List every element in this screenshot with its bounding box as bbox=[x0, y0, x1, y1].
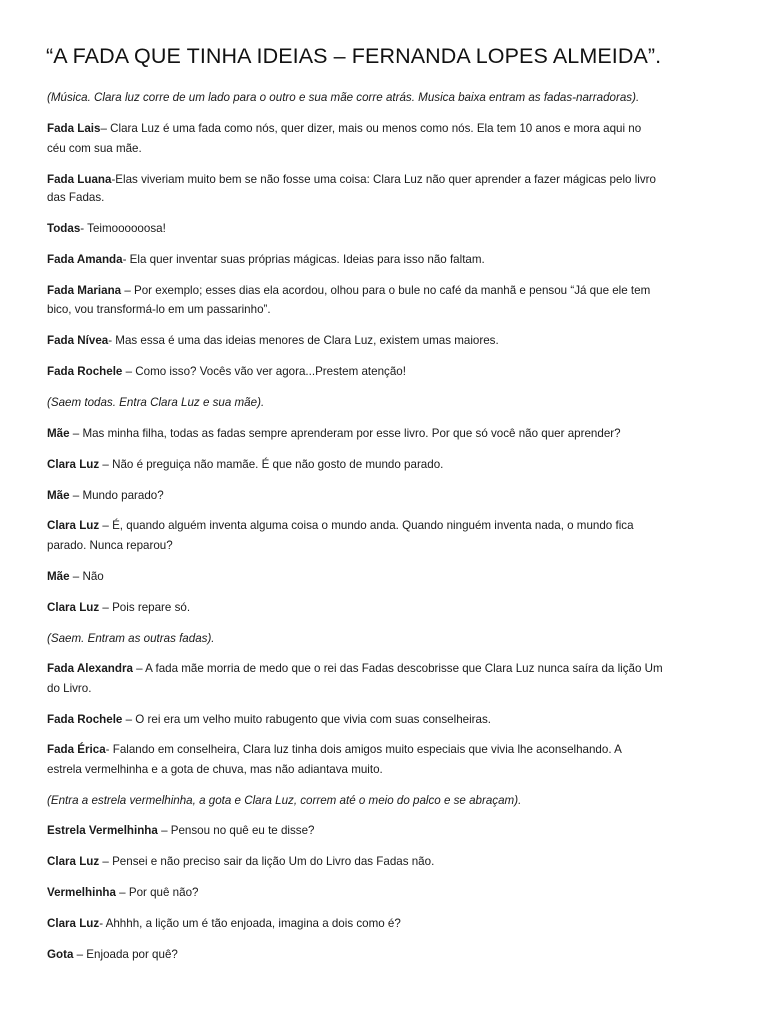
speaker-name: Fada Érica bbox=[47, 743, 106, 756]
line-text: estrela vermelhinha e a gota de chuva, mas não adiantava muito. bbox=[47, 763, 383, 776]
speaker-name: Fada Luana bbox=[47, 173, 112, 186]
line-text: – Pensou no quê eu te disse? bbox=[157, 824, 315, 837]
dialogue-line bbox=[47, 427, 621, 441]
dialogue-continuation bbox=[47, 539, 173, 553]
speaker-name: Gota bbox=[47, 948, 74, 961]
line-text: – Pois repare só. bbox=[99, 601, 191, 614]
dialogue-continuation bbox=[47, 763, 383, 777]
line-text: – Mas minha filha, todas as fadas sempre aprenderam por esse livro. Por que só você não quer aprender? bbox=[69, 427, 621, 440]
dialogue-continuation bbox=[47, 191, 104, 205]
speaker-name: Fada Rochele bbox=[47, 713, 123, 726]
line-text: -Elas viveriam muito bem se não fosse uma coisa: Clara Luz não quer aprender a fazer mágicas pelo livro bbox=[111, 173, 656, 186]
line-text: – Como isso? Vocês vão ver agora...Prestem atenção! bbox=[122, 365, 406, 378]
speaker-name: Mãe bbox=[47, 489, 70, 502]
speaker-name: Vermelhinha bbox=[47, 886, 116, 899]
dialogue-line bbox=[47, 948, 178, 962]
line-text: bico, vou transformá-lo em um passarinho”. bbox=[47, 303, 271, 316]
speaker-name: Clara Luz bbox=[47, 917, 100, 930]
stage-direction bbox=[47, 794, 521, 808]
line-text: parado. Nunca reparou? bbox=[47, 539, 173, 552]
line-text: – O rei era um velho muito rabugento que vivia com suas conselheiras. bbox=[122, 713, 492, 726]
dialogue-line bbox=[47, 173, 656, 187]
stage-direction bbox=[47, 396, 264, 410]
line-text: céu com sua mãe. bbox=[47, 142, 142, 155]
speaker-name: Fada Alexandra bbox=[47, 662, 133, 675]
dialogue-line bbox=[47, 855, 434, 869]
line-text: - Falando em conselheira, Clara luz tinha dois amigos muito especiais que vivia lhe aconselhando. A bbox=[105, 743, 622, 756]
speaker-name: Todas bbox=[47, 222, 81, 235]
line-text: – A fada mãe morria de medo que o rei das Fadas descobrisse que Clara Luz nunca saíra da lição Um bbox=[132, 662, 663, 675]
line-text: – Pensei e não preciso sair da lição Um do Livro das Fadas não. bbox=[99, 855, 435, 868]
dialogue-line bbox=[47, 917, 401, 931]
speaker-name: Fada Amanda bbox=[47, 253, 123, 266]
line-text: – Não é preguiça não mamãe. É que não gosto de mundo parado. bbox=[99, 458, 444, 471]
stage-direction bbox=[47, 632, 215, 646]
line-text: do Livro. bbox=[47, 682, 92, 695]
stage-direction bbox=[47, 91, 639, 105]
line-text: - Teimoooooosa! bbox=[80, 222, 166, 235]
line-text: das Fadas. bbox=[47, 191, 105, 204]
dialogue-line bbox=[47, 222, 166, 236]
dialogue-line bbox=[47, 253, 485, 267]
speaker-name: Clara Luz bbox=[47, 601, 100, 614]
speaker-name: Clara Luz bbox=[47, 519, 100, 532]
speaker-name: Mãe bbox=[47, 427, 70, 440]
dialogue-continuation bbox=[47, 682, 91, 696]
dialogue-continuation bbox=[47, 303, 271, 317]
speaker-name: Estrela Vermelhinha bbox=[47, 824, 158, 837]
speaker-name: Fada Rochele bbox=[47, 365, 123, 378]
line-text: – Mundo parado? bbox=[69, 489, 164, 502]
dialogue-continuation bbox=[47, 142, 142, 156]
dialogue-line bbox=[47, 601, 190, 615]
stage-direction-text: (Saem. Entram as outras fadas). bbox=[47, 632, 215, 645]
dialogue-line bbox=[47, 284, 650, 298]
speaker-name: Mãe bbox=[47, 570, 70, 583]
dialogue-line bbox=[47, 713, 491, 727]
line-text: – Por quê não? bbox=[115, 886, 199, 899]
dialogue-line bbox=[47, 122, 641, 136]
speaker-name: Fada Lais bbox=[47, 122, 101, 135]
speaker-name: Clara Luz bbox=[47, 458, 100, 471]
dialogue-line bbox=[47, 519, 634, 533]
line-text: – Clara Luz é uma fada como nós, quer dizer, mais ou menos como nós. Ela tem 10 anos e mora aqui no bbox=[100, 122, 642, 135]
dialogue-line bbox=[47, 458, 443, 472]
dialogue-line bbox=[47, 662, 663, 676]
line-text: – Por exemplo; esses dias ela acordou, olhou para o bule no café da manhã e pensou “Já que ele tem bbox=[121, 284, 651, 297]
stage-direction-text: (Entra a estrela vermelhinha, a gota e Clara Luz, correm até o meio do palco e se abraçam). bbox=[47, 794, 522, 807]
stage-direction-text: (Saem todas. Entra Clara Luz e sua mãe). bbox=[47, 396, 265, 409]
line-text: – Não bbox=[69, 570, 104, 583]
dialogue-line bbox=[47, 365, 406, 379]
speaker-name: Fada Mariana bbox=[47, 284, 122, 297]
line-text: – É, quando alguém inventa alguma coisa o mundo anda. Quando ninguém inventa nada, o mundo fica bbox=[99, 519, 634, 532]
line-text: - Ela quer inventar suas próprias mágicas. Ideias para isso não faltam. bbox=[122, 253, 485, 266]
document-title: “A FADA QUE TINHA IDEIAS – FERNANDA LOPES ALMEIDA”. bbox=[46, 44, 662, 68]
speaker-name: Clara Luz bbox=[47, 855, 100, 868]
dialogue-line bbox=[47, 824, 314, 838]
stage-direction-text: (Música. Clara luz corre de um lado para o outro e sua mãe corre atrás. Musica baixa entram as fadas-narradoras). bbox=[47, 91, 640, 104]
line-text: – Enjoada por quê? bbox=[73, 948, 178, 961]
dialogue-line bbox=[47, 334, 499, 348]
line-text: - Mas essa é uma das ideias menores de Clara Luz, existem umas maiores. bbox=[108, 334, 499, 347]
dialogue-line bbox=[47, 886, 198, 900]
dialogue-line bbox=[47, 743, 622, 757]
dialogue-line bbox=[47, 489, 164, 503]
line-text: - Ahhhh, a lição um é tão enjoada, imagina a dois como é? bbox=[99, 917, 401, 930]
speaker-name: Fada Nívea bbox=[47, 334, 109, 347]
dialogue-line bbox=[47, 570, 104, 584]
